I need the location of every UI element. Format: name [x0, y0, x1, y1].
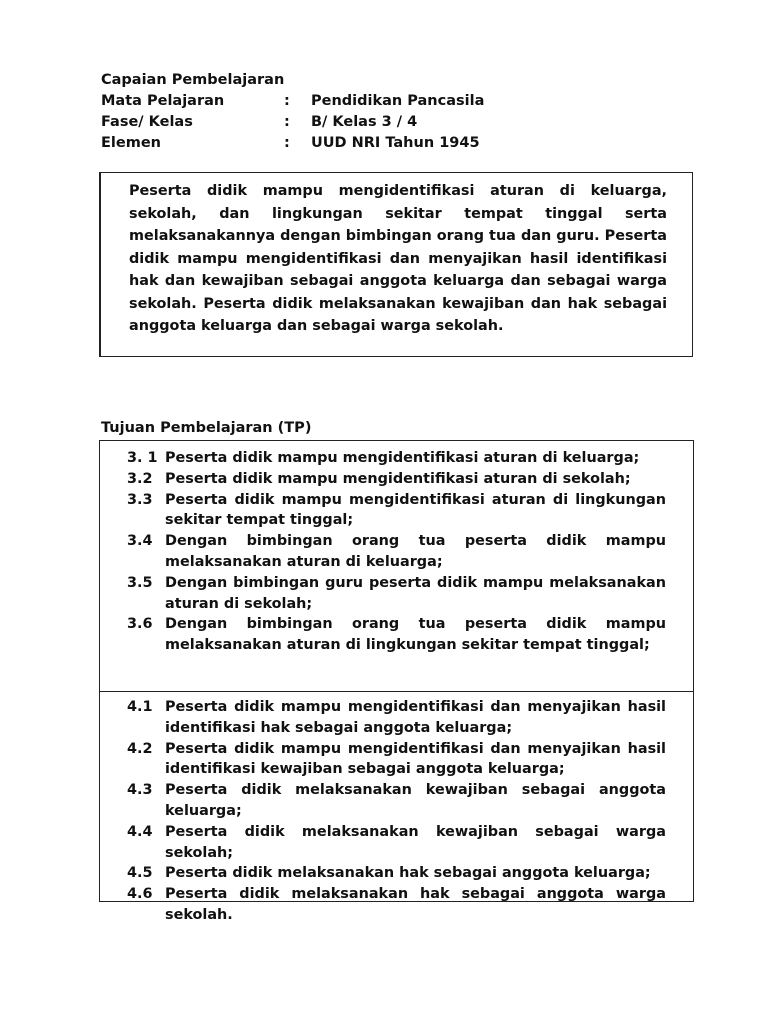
list-item [127, 780, 666, 822]
item-text: Peserta didik melaksanakan kewajiban sebagai anggota keluarga; [165, 782, 666, 819]
list-item [127, 884, 666, 926]
item-number: 4.6 [127, 886, 153, 903]
list-item [127, 614, 666, 656]
header-colon: : [284, 135, 290, 151]
list-item [127, 697, 666, 739]
item-number: 3.5 [127, 574, 153, 591]
list-item [127, 531, 666, 573]
header-label: Fase/ Kelas [101, 114, 193, 130]
document-title: Capaian Pembelajaran [101, 72, 285, 88]
section-divider [100, 691, 693, 692]
item-number: 4.1 [127, 699, 153, 715]
header-label: Mata Pelajaran [101, 93, 225, 109]
header-row-fase-kelas [101, 112, 701, 133]
tujuan-title: Tujuan Pembelajaran (TP) [101, 420, 312, 436]
header-colon: : [284, 114, 290, 130]
item-number: 3.2 [127, 470, 153, 487]
list-item [127, 490, 666, 532]
list-item [127, 448, 666, 469]
header-value: B/ Kelas 3 / 4 [311, 114, 418, 130]
list-item [127, 822, 666, 864]
item-number: 4.3 [127, 782, 153, 799]
item-text: Dengan bimbingan guru peserta didik mampu melaksanakan aturan di sekolah; [165, 574, 666, 612]
item-text: Peserta didik melaksanakan hak sebagai anggota warga sekolah. [165, 886, 666, 923]
item-number: 4.5 [127, 865, 153, 882]
tujuan-list-3 [127, 448, 666, 656]
header-colon: : [284, 93, 290, 109]
header-value: UUD NRI Tahun 1945 [311, 135, 480, 151]
item-text: Dengan bimbingan orang tua peserta didik mampu melaksanakan aturan di lingkungan sekitar tempat tinggal; [165, 616, 666, 654]
item-number: 3.6 [127, 616, 153, 633]
capaian-text: Peserta didik mampu mengidentifikasi aturan di keluarga, sekolah, dan lingkungan sekitar tempat tinggal serta melaksanakannya dengan bimbingan orang tua dan guru. Peserta didik mampu mengidentifikasi dan menyajikan hasil identifikasi hak dan kewajiban sebagai anggota keluarga dan sebagai warga sekolah. Peserta didik melaksanakan kewajiban dan hak sebagai anggota keluarga dan sebagai warga sekolah. [129, 183, 667, 334]
item-text: Peserta didik mampu mengidentifikasi dan menyajikan hasil identifikasi kewajiban sebagai anggota keluarga; [165, 740, 666, 778]
item-number: 3.4 [127, 533, 153, 550]
capaian-box [99, 172, 693, 357]
item-text: Peserta didik mampu mengidentifikasi aturan di lingkungan sekitar tempat tinggal; [165, 491, 666, 529]
item-text: Peserta didik mampu mengidentifikasi dan menyajikan hasil identifikasi hak sebagai anggota keluarga; [165, 699, 666, 736]
list-item [127, 573, 666, 615]
header-row-mata-pelajaran [101, 91, 701, 112]
item-text: Peserta didik melaksanakan kewajiban sebagai warga sekolah; [165, 823, 666, 861]
header-label: Elemen [101, 135, 161, 151]
header-value: Pendidikan Pancasila [311, 93, 485, 109]
list-item [127, 739, 666, 781]
list-item [127, 469, 666, 490]
item-text: Peserta didik mampu mengidentifikasi aturan di keluarga; [165, 450, 640, 466]
item-text: Peserta didik mampu mengidentifikasi aturan di sekolah; [165, 470, 631, 487]
item-number: 3. 1 [127, 450, 158, 466]
list-item [127, 863, 666, 884]
item-text: Peserta didik melaksanakan hak sebagai anggota keluarga; [165, 865, 651, 882]
header-row-elemen [101, 133, 701, 154]
tujuan-list-4 [127, 697, 666, 926]
item-number: 4.4 [127, 823, 153, 840]
tujuan-box [99, 440, 694, 923]
item-number: 3.3 [127, 491, 153, 508]
item-number: 4.2 [127, 740, 153, 757]
item-text: Dengan bimbingan orang tua peserta didik mampu melaksanakan aturan di keluarga; [165, 533, 666, 570]
